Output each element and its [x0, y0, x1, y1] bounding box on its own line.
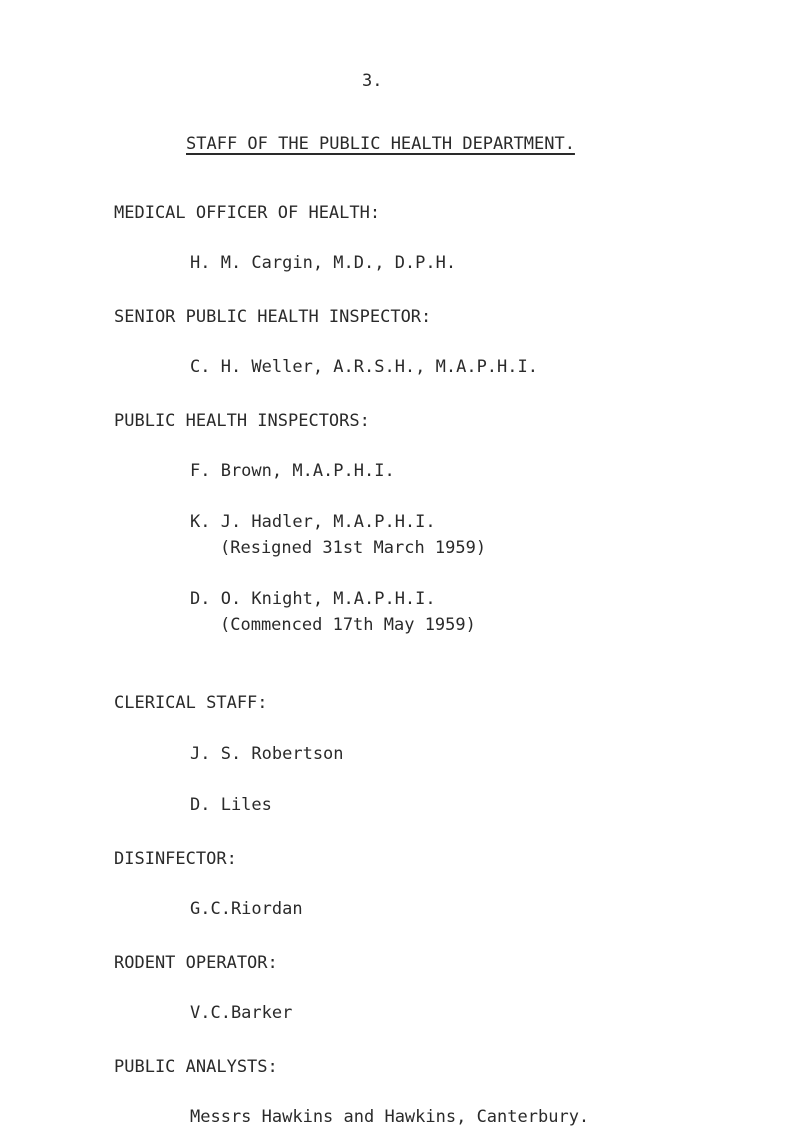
clerical-name: J. S. Robertson — [190, 744, 344, 764]
senior-inspector-name: C. H. Weller, A.R.S.H., M.A.P.H.I. — [190, 357, 538, 377]
medical-officer-heading: MEDICAL OFFICER OF HEALTH: — [114, 203, 381, 223]
inspectors-heading: PUBLIC HEALTH INSPECTORS: — [114, 411, 370, 431]
senior-inspector-heading: SENIOR PUBLIC HEALTH INSPECTOR: — [114, 307, 432, 327]
inspector-note: (Resigned 31st March 1959) — [220, 538, 487, 558]
disinfector-name: G.C.Riordan — [190, 899, 303, 919]
clerical-name: D. Liles — [190, 795, 272, 815]
page-title: STAFF OF THE PUBLIC HEALTH DEPARTMENT. — [186, 134, 575, 154]
inspector-note: (Commenced 17th May 1959) — [220, 615, 476, 635]
inspector-name: D. O. Knight, M.A.P.H.I. — [190, 589, 436, 609]
disinfector-heading: DISINFECTOR: — [114, 849, 237, 869]
inspector-name: K. J. Hadler, M.A.P.H.I. — [190, 512, 436, 532]
inspector-name: F. Brown, M.A.P.H.I. — [190, 461, 395, 481]
clerical-heading: CLERICAL STAFF: — [114, 693, 268, 713]
analysts-name: Messrs Hawkins and Hawkins, Canterbury. — [190, 1107, 590, 1127]
analysts-heading: PUBLIC ANALYSTS: — [114, 1057, 278, 1077]
rodent-operator-name: V.C.Barker — [190, 1003, 293, 1023]
medical-officer-name: H. M. Cargin, M.D., D.P.H. — [190, 253, 457, 273]
rodent-operator-heading: RODENT OPERATOR: — [114, 953, 278, 973]
page-number: 3. — [362, 71, 383, 91]
